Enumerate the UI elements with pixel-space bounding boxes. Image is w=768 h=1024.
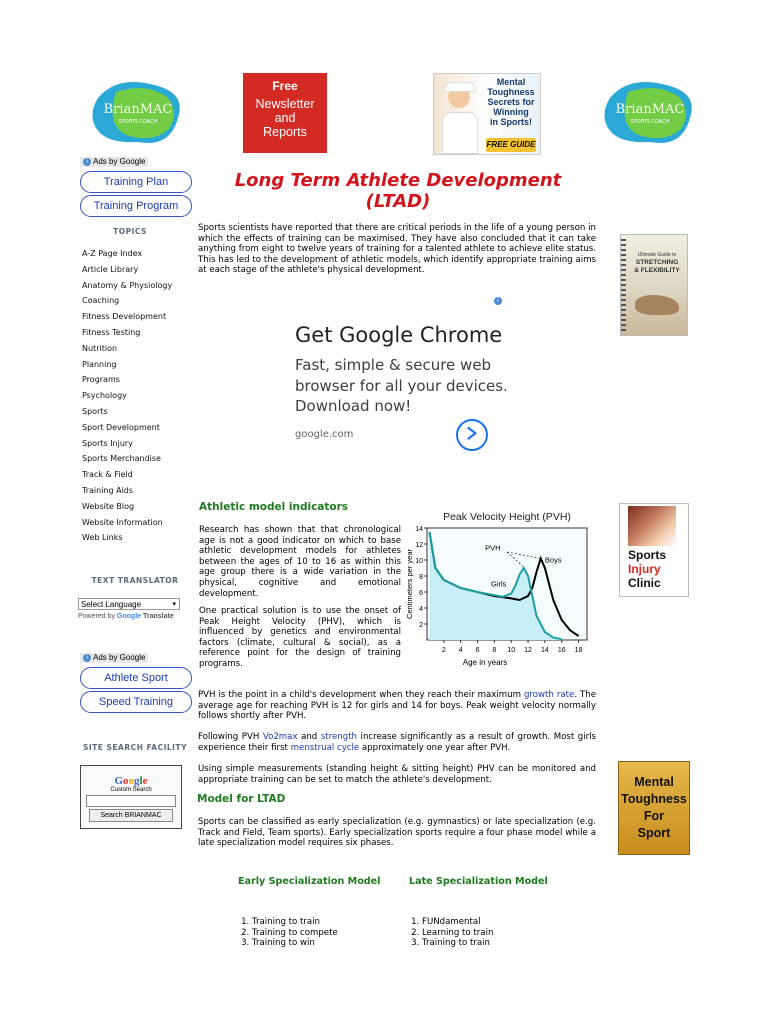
topics-nav — [82, 246, 192, 546]
mental-line1: Mental — [496, 77, 526, 87]
arrow-right-circle-icon[interactable] — [456, 419, 488, 451]
x-tick-label: 6 — [475, 647, 480, 654]
chevron-down-icon: ▾ — [172, 601, 176, 608]
sidebar-item-fitness-testing[interactable]: Fitness Testing — [82, 327, 141, 337]
chart-title: Peak Velocity Height (PVH) — [443, 511, 571, 523]
brianmac-logo-right[interactable] — [600, 78, 698, 148]
svg-text:SPORTS COACH: SPORTS COACH — [118, 119, 158, 125]
mental-line2: Toughness — [487, 87, 535, 97]
pvh-chart-svg — [405, 508, 595, 668]
sidebar-item-training-aids[interactable]: Training Aids — [82, 485, 134, 495]
info-icon: i — [83, 654, 91, 662]
stretching-book-ad[interactable] — [620, 234, 688, 336]
x-axis-label: Age in years — [462, 658, 508, 667]
annotation-boys: Boys — [544, 555, 562, 565]
sidebar-item-anatomy-physiology[interactable]: Anatomy & Physiology — [82, 280, 173, 290]
page-title — [198, 170, 598, 212]
site-search-box — [80, 765, 182, 829]
pvh-text-b: . The average age for reaching PVH is 12 for girls and 14 for boys. Peak weight velocity normally follows shortly after PVH. — [198, 690, 597, 722]
sidebar-item-programs[interactable]: Programs — [82, 375, 120, 385]
site-search-heading: SITE SEARCH FACILITY — [82, 743, 188, 752]
list-item: 3. Training to train — [422, 938, 564, 949]
sidebar-item-sports[interactable]: Sports — [82, 406, 108, 416]
athletic-paragraph-2: One practical solution is to use the onset of Peak Height Velocity (PHV), which is influenced by genetics and environmental factors (climate, cultural & social), as a reference point for the design of training programs. — [199, 606, 401, 669]
sidebar-item-sports-injury[interactable]: Sports Injury — [82, 438, 133, 448]
mental-line3: Secrets for — [487, 97, 535, 107]
book-line1: Ultimate Guide to — [637, 252, 677, 258]
annotation-pvh: PVH — [485, 543, 501, 553]
ad-link-athlete-sport[interactable]: Athlete Sport — [80, 667, 192, 689]
sidebar-item-nutrition[interactable]: Nutrition — [82, 343, 118, 353]
sidebar-item-website-information[interactable]: Website Information — [82, 517, 163, 527]
title-line2: (LTAD) — [365, 191, 431, 212]
x-tick-label: 16 — [557, 647, 566, 654]
using-paragraph: Using simple measurements (standing height & sitting height) PHV can be monitored and appropriate training can be set to match the athlete's development. — [198, 764, 596, 785]
y-tick-label: 4 — [419, 606, 423, 613]
banner-reports-text: Reports — [263, 125, 307, 139]
text-translator-heading: TEXT TRANSLATOR — [91, 576, 179, 585]
newsletter-banner[interactable] — [243, 73, 327, 153]
sidebar-item-article-library[interactable]: Article Library — [82, 264, 139, 274]
x-tick-label: 18 — [574, 647, 583, 654]
select-language-dropdown[interactable] — [78, 598, 180, 610]
translate-text: Translate — [143, 613, 174, 620]
custom-search-label: Custom Search — [110, 787, 152, 793]
search-brianmac-button[interactable]: Search BRIANMAC — [89, 809, 173, 822]
ad-link-speed-training[interactable]: Speed Training — [80, 691, 192, 713]
y-tick-label: 10 — [415, 558, 423, 565]
chrome-ad-line1: Fast, simple & secure web — [295, 356, 492, 374]
chrome-ad-line2: browser for all your devices. — [295, 376, 508, 395]
y-axis-label: Centimeters per year — [405, 548, 414, 620]
pvh-text-a: PVH is the point in a child's development when they reach their maximum — [198, 690, 524, 700]
list-item: 3. Training to win — [252, 938, 394, 949]
sidebar-item-website-blog[interactable]: Website Blog — [82, 501, 135, 511]
x-tick-label: 12 — [524, 647, 532, 654]
sidebar-item-sport-development[interactable]: Sport Development — [82, 422, 160, 432]
list-item: 1. FUNdamental — [422, 917, 564, 928]
banner-newsletter-text: Newsletter — [255, 97, 315, 111]
ads-by-google-text: Ads by Google — [93, 157, 146, 166]
sidebar-item-web-links[interactable]: Web Links — [82, 533, 123, 543]
mental-book-line2: Toughness — [621, 792, 687, 806]
topics-heading: TOPICS — [113, 227, 147, 236]
sidebar-item-fitness-development[interactable]: Fitness Development — [82, 312, 167, 322]
massage-photo — [628, 506, 676, 546]
list-item: 2. Training to compete — [252, 928, 394, 939]
athletic-model-heading: Athletic model indicators — [199, 501, 349, 513]
search-input[interactable] — [86, 795, 176, 807]
book-line3: & FLEXIBILITY — [634, 267, 680, 274]
vo2max-link[interactable]: Vo2max — [262, 732, 298, 742]
sidebar-item-psychology[interactable]: Psychology — [82, 391, 127, 401]
svg-text:SPORTS COACH: SPORTS COACH — [630, 119, 670, 125]
injury-line3: Clinic — [628, 576, 661, 590]
x-tick-label: 2 — [441, 647, 446, 654]
late-model-list — [404, 917, 564, 949]
x-tick-label: 8 — [492, 647, 497, 654]
google-logo: Google — [114, 775, 148, 787]
google-chrome-ad[interactable] — [284, 295, 506, 465]
pvh-paragraph — [198, 690, 596, 722]
info-icon: i — [83, 158, 91, 166]
ad-info-icon[interactable]: i — [494, 297, 502, 305]
mental-book-line1: Mental — [634, 775, 674, 789]
chrome-ad-line3: Download now! — [295, 397, 412, 415]
menstrual-cycle-link[interactable]: menstrual cycle — [290, 742, 360, 753]
athletic-paragraph-1: Research has shown that that chronological age is not a good indicator on which to base athletic development models for athletes between the ages of 10 to 16 as within this age group there is a wide variation in the physical, cognitive and emotional development. — [199, 525, 401, 599]
late-specialization-heading: Late Specialization Model — [409, 876, 548, 887]
svg-text:BrianMAC: BrianMAC — [615, 102, 685, 117]
chrome-ad-url: google.com — [295, 429, 354, 440]
sidebar-item-coaching[interactable]: Coaching — [82, 296, 120, 306]
powered-by-text: Powered by — [78, 613, 115, 620]
y-tick-label: 14 — [415, 526, 423, 533]
strength-link[interactable]: strength — [320, 732, 358, 742]
early-model-list — [234, 917, 394, 949]
x-tick-label: 4 — [458, 647, 463, 654]
sports-injury-clinic-ad[interactable] — [619, 503, 689, 597]
powered-by-google-translate[interactable] — [78, 613, 174, 620]
y-tick-label: 12 — [415, 542, 423, 549]
sidebar-item-a-z-page-index[interactable]: A-Z Page Index — [82, 249, 143, 258]
mental-line5: in Sports! — [490, 117, 532, 127]
annotation-girls: Girls — [491, 579, 507, 589]
banner-and-text: and — [274, 111, 296, 125]
intro-paragraph: Sports scientists have reported that there are critical periods in the life of a young person in which the effects of training can be maximised. They have also concluded that it can take anything from eight to twelve years of training for a talented athlete to achieve elite status. This has led to the development of athletic models, which identify appropriate training aims at each stage of the athlete's physical development. — [198, 223, 596, 276]
model-paragraph: Sports can be classified as early specialization (e.g. gymnastics) or late specialization (e.g. Track and Field, Team sports). Early specialization sports require a four phase model while a late specialization model requires six phases. — [198, 817, 596, 849]
tennis-player-image — [438, 82, 480, 152]
book-line2: STRETCHING — [635, 259, 679, 266]
y-tick-label: 8 — [419, 574, 423, 581]
follow-text-a: Following PVH — [198, 732, 263, 742]
y-tick-label: 6 — [419, 590, 423, 597]
sidebar-item-track-field[interactable]: Track & Field — [82, 470, 133, 480]
growth-rate-link[interactable]: growth rate — [523, 690, 575, 700]
mental-toughness-book-ad[interactable] — [618, 761, 690, 855]
sidebar-item-planning[interactable]: Planning — [82, 359, 117, 369]
chrome-ad-heading: Get Google Chrome — [295, 323, 503, 347]
google-wordmark: Google — [116, 613, 142, 620]
select-language-value: Select Language — [81, 600, 142, 609]
x-tick-label: 14 — [540, 647, 549, 654]
ads-by-google-label[interactable] — [80, 157, 148, 167]
stretching-figure-image — [635, 295, 679, 315]
sidebar-item-sports-merchandise[interactable]: Sports Merchandise — [82, 454, 161, 464]
spiral-binding — [621, 239, 626, 331]
ad-link-training-plan[interactable]: Training Plan — [80, 171, 192, 193]
mental-book-line4: Sport — [637, 826, 671, 840]
banner-free: Free — [272, 79, 298, 93]
injury-line1: Sports — [628, 548, 667, 562]
mental-book-line3: For — [643, 809, 665, 823]
list-item: 1. Training to train — [252, 917, 394, 928]
following-paragraph — [198, 732, 596, 753]
list-item: 2. Learning to train — [422, 928, 564, 939]
logo-text: BrianMAC — [103, 102, 173, 117]
free-guide-badge: FREE GUIDE — [486, 138, 536, 152]
pvh-chart — [405, 508, 595, 668]
early-specialization-heading: Early Specialization Model — [238, 876, 381, 887]
ads-by-google-label-2[interactable] — [80, 653, 148, 663]
ad-link-training-program[interactable]: Training Program — [80, 195, 192, 217]
mental-toughness-banner[interactable] — [433, 73, 541, 155]
brianmac-logo-left[interactable] — [88, 78, 186, 148]
title-line1: Long Term Athlete Development — [234, 170, 562, 191]
mental-line4: Winning — [493, 107, 529, 117]
model-ltad-heading: Model for LTAD — [197, 793, 286, 805]
follow-text-c: increase significantly as a result of growth. Most girls experience their first — [198, 732, 597, 753]
follow-text-d: approximately one year after PVH. — [359, 742, 511, 753]
injury-line2: Injury — [628, 562, 661, 576]
follow-text-b: and — [297, 732, 321, 742]
y-tick-label: 2 — [419, 622, 423, 629]
x-tick-label: 10 — [507, 647, 516, 654]
ads-by-google-text: Ads by Google — [93, 653, 146, 662]
